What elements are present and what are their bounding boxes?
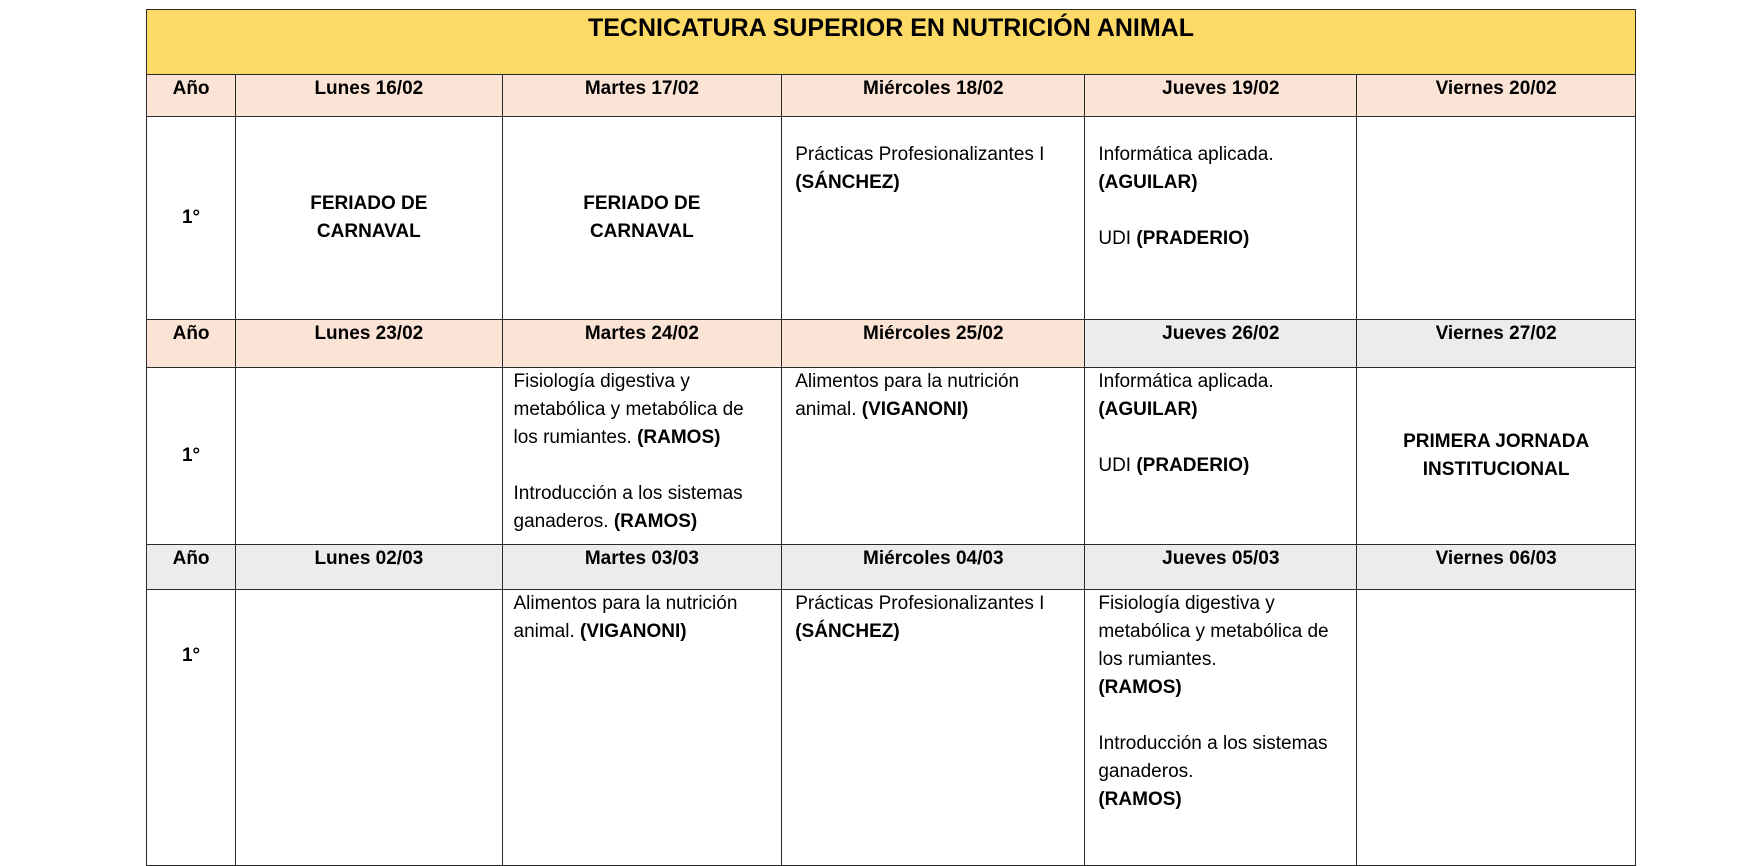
- week-content-row: [147, 117, 1636, 320]
- teacher-text: (AGUILAR): [1098, 172, 1198, 193]
- day-header: Jueves 05/03: [1085, 545, 1357, 590]
- day-header: Jueves 19/02: [1085, 75, 1357, 117]
- class-cell: [502, 368, 782, 545]
- year-cell: 1°: [147, 117, 236, 320]
- teacher-text: (AGUILAR): [1098, 399, 1198, 420]
- class-cell: [502, 590, 782, 866]
- teacher-text: (RAMOS): [1098, 677, 1182, 698]
- schedule-title: TECNICATURA SUPERIOR EN NUTRICIÓN ANIMAL: [147, 10, 1636, 75]
- empty-cell: [236, 368, 502, 545]
- holiday-cell: FERIADO DE CARNAVAL: [502, 117, 782, 320]
- empty-cell: [236, 590, 502, 866]
- subject-text: Informática aplicada.: [1098, 371, 1274, 392]
- day-header: Martes 03/03: [502, 545, 782, 590]
- year-header: Año: [147, 545, 236, 590]
- year-header: Año: [147, 75, 236, 117]
- day-header: Martes 17/02: [502, 75, 782, 117]
- teacher-text: (PRADERIO): [1136, 455, 1250, 476]
- class-cell: [1085, 117, 1357, 320]
- class-cell: [1085, 368, 1357, 545]
- teacher-text: (SÁNCHEZ): [795, 621, 900, 642]
- subject-text: Fisiología digestiva y metabólica y metabólica de los rumiantes.: [1098, 593, 1329, 670]
- day-header: Miércoles 18/02: [782, 75, 1085, 117]
- empty-cell: [1357, 117, 1636, 320]
- week-header-row: [147, 75, 1636, 117]
- subject-text: Introducción a los sistemas ganaderos.: [513, 483, 743, 532]
- day-header: Miércoles 04/03: [782, 545, 1085, 590]
- day-header: Viernes 06/03: [1357, 545, 1636, 590]
- week-content-row: [147, 368, 1636, 545]
- class-cell: [1085, 590, 1357, 866]
- day-header: Martes 24/02: [502, 320, 782, 368]
- empty-cell: [1357, 590, 1636, 866]
- subject-text: Alimentos para la nutrición animal.: [513, 593, 738, 642]
- teacher-text: (RAMOS): [1098, 789, 1182, 810]
- teacher-text: (VIGANONI): [861, 399, 969, 420]
- day-header: Lunes 16/02: [236, 75, 502, 117]
- day-header: Viernes 27/02: [1357, 320, 1636, 368]
- week-content-row: [147, 590, 1636, 866]
- year-cell: 1°: [147, 590, 236, 866]
- day-header: Jueves 26/02: [1085, 320, 1357, 368]
- subject-text: Introducción a los sistemas ganaderos.: [1098, 733, 1328, 782]
- year-header: Año: [147, 320, 236, 368]
- subject-text: Fisiología digestiva y metabólica y metabólica de los rumiantes.: [513, 371, 744, 448]
- day-header: Miércoles 25/02: [782, 320, 1085, 368]
- subject-text: Prácticas Profesionalizantes I: [795, 144, 1045, 165]
- class-cell: [782, 590, 1085, 866]
- teacher-text: (PRADERIO): [1136, 228, 1250, 249]
- teacher-text: (RAMOS): [637, 427, 721, 448]
- teacher-text: (VIGANONI): [580, 621, 687, 642]
- teacher-text: (RAMOS): [613, 511, 698, 532]
- event-cell: PRIMERA JORNADA INSTITUCIONAL: [1357, 368, 1636, 545]
- subject-text: Alimentos para la nutrición animal.: [795, 371, 1020, 420]
- teacher-text: (SÁNCHEZ): [795, 172, 900, 193]
- holiday-cell: FERIADO DE CARNAVAL: [236, 117, 502, 320]
- subject-text: UDI: [1098, 455, 1132, 476]
- day-header: Lunes 02/03: [236, 545, 502, 590]
- day-header: Viernes 20/02: [1357, 75, 1636, 117]
- week-header-row: [147, 545, 1636, 590]
- subject-text: Informática aplicada.: [1098, 144, 1274, 165]
- day-header: Lunes 23/02: [236, 320, 502, 368]
- class-cell: [782, 117, 1085, 320]
- subject-text: Prácticas Profesionalizantes I: [795, 593, 1045, 614]
- schedule-table: [146, 9, 1636, 866]
- year-cell: 1°: [147, 368, 236, 545]
- subject-text: UDI: [1098, 228, 1132, 249]
- class-cell: [782, 368, 1085, 545]
- week-header-row: [147, 320, 1636, 368]
